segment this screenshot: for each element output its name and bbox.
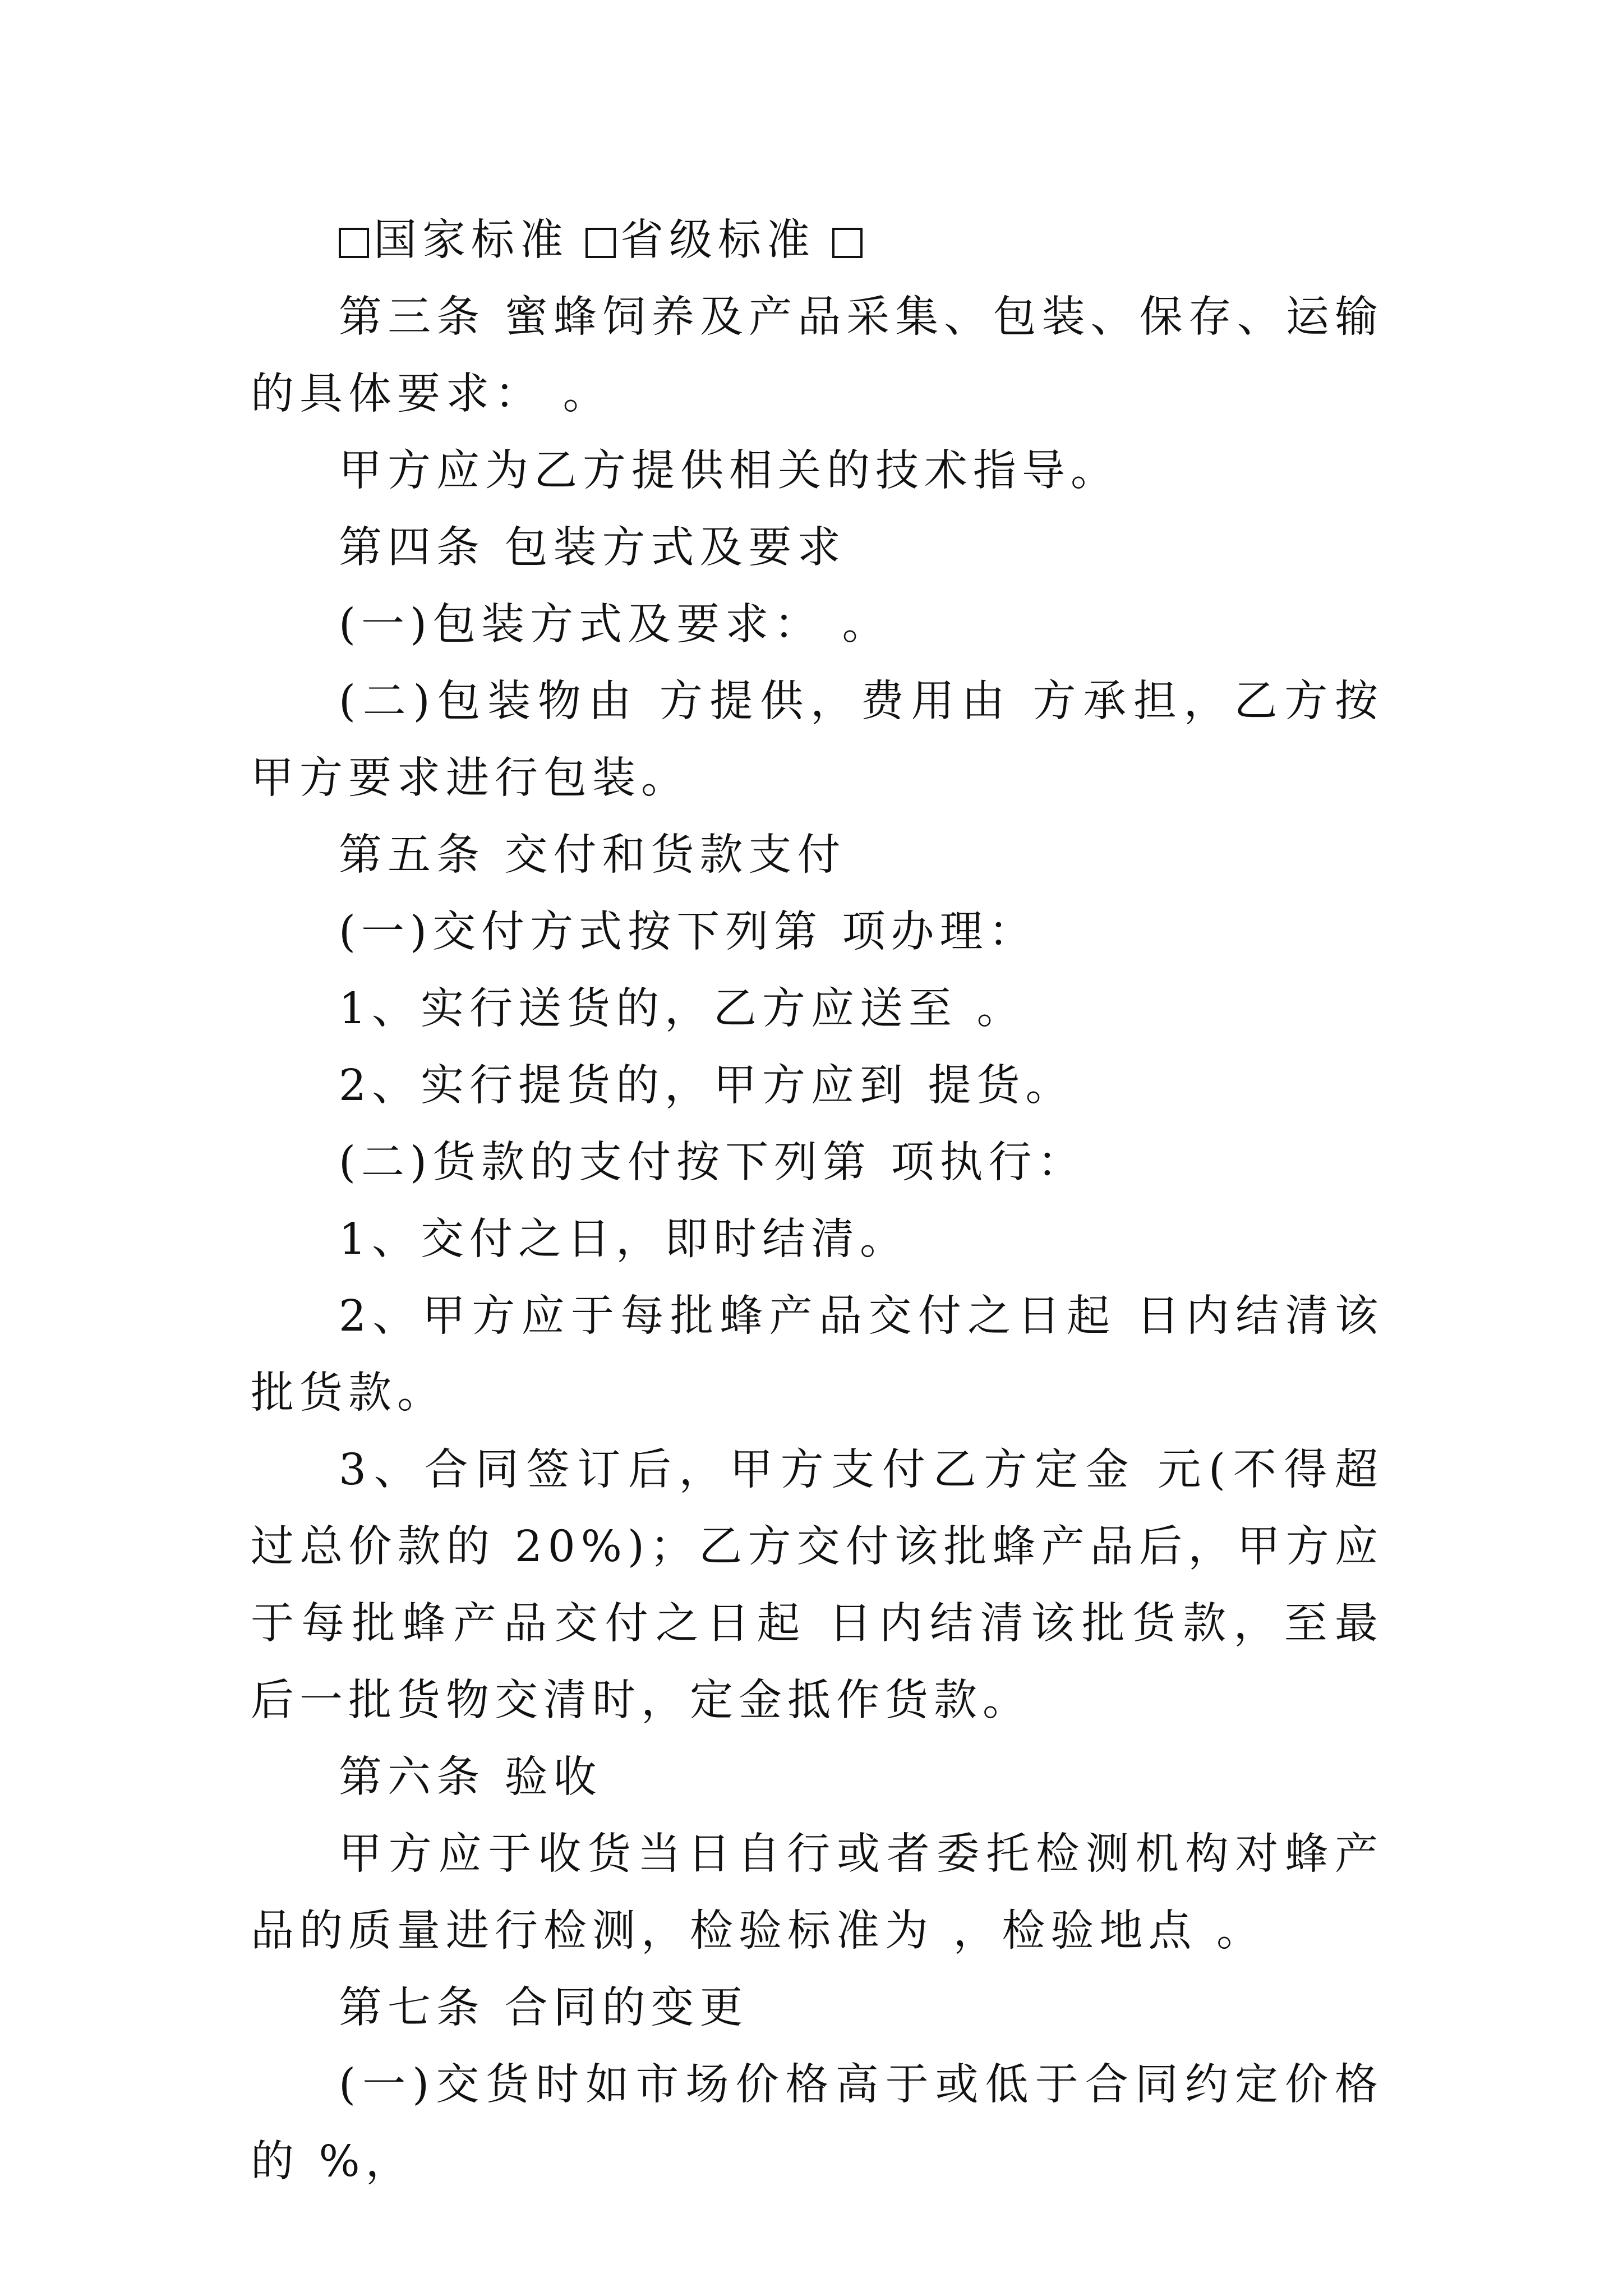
contract-change-text: (一)交货时如市场价格高于或低于合同约定价格的 %， [251, 2060, 1384, 2187]
packaging-material-text: (二)包装物由 方提供，费用由 方承担，乙方按甲方要求进行包装。 [251, 677, 1384, 803]
delivery-option-2: 2、实行提货的，甲方应到 提货。 [339, 1061, 1075, 1111]
other-standard-checkbox[interactable] [832, 228, 863, 258]
article-3-text: 第三条 蜜蜂饲养及产品采集、包装、保存、运输的具体要求： 。 [251, 292, 1384, 419]
technical-guidance-text: 甲方应为乙方提供相关的技术指导。 [339, 446, 1119, 496]
document-body [251, 202, 1384, 2200]
article-4-heading: 第四条 包装方式及要求 [339, 523, 846, 573]
payment-option-2: 2、甲方应于每批蜂产品交付之日起 日内结清该批货款。 [251, 1291, 1384, 1418]
payment-method-text: (二)货款的支付按下列第 项执行： [339, 1138, 1086, 1188]
delivery-method-text: (一)交付方式按下列第 项办理： [339, 907, 1038, 957]
packaging-method-text: (一)包装方式及要求： 。 [339, 600, 891, 650]
national-standard-checkbox[interactable] [339, 228, 369, 258]
standards-checkbox-line [251, 202, 1384, 279]
payment-option-1: 1、交付之日，即时结清。 [339, 1214, 909, 1264]
provincial-standard-checkbox[interactable] [585, 228, 616, 258]
article-6-heading: 第六条 验收 [339, 1752, 602, 1802]
national-standard-label: 国家标准 [374, 215, 569, 265]
payment-option-3: 3、合同签订后，甲方支付乙方定金 元(不得超过总价款的 20%)；乙方交付该批蜂产品后，甲方应于每批蜂产品交付之日起 日内结清该批货款，至最后一批货物交清时，定金抵作货款。 [251, 1445, 1384, 1726]
article-7-heading: 第七条 合同的变更 [339, 1983, 749, 2033]
inspection-text: 甲方应于收货当日自行或者委托检测机构对蜂产品的质量进行检测，检验标准为 ，检验地点 。 [251, 1829, 1384, 1956]
article-5-heading: 第五条 交付和货款支付 [339, 830, 846, 880]
delivery-option-1: 1、实行送货的，乙方应送至 。 [339, 984, 1026, 1034]
provincial-standard-label: 省级标准 [620, 215, 815, 265]
